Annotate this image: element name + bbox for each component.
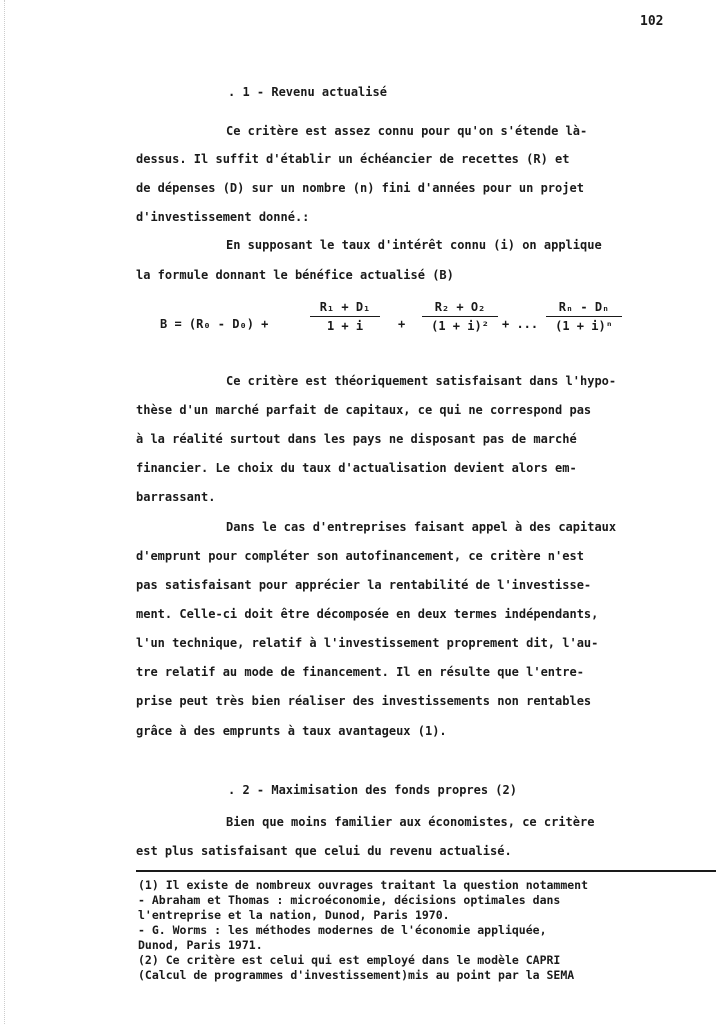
text-line: d'investissement donné.: [136, 210, 310, 224]
fraction-bar [546, 316, 622, 317]
footnote-line: - G. Worms : les méthodes modernes de l'économie appliquée, [138, 923, 547, 937]
page-number: 102 [640, 14, 664, 29]
text-line: tre relatif au mode de financement. Il en résulte que l'entre- [136, 665, 584, 679]
text-line: est plus satisfaisant que celui du revenu actualisé. [136, 844, 512, 858]
text-line: Ce critère est théoriquement satisfaisant dans l'hypo- [226, 374, 617, 388]
text-line: ment. Celle-ci doit être décomposée en deux termes indépendants, [136, 607, 599, 621]
text-line: Bien que moins familier aux économistes, ce critère [226, 815, 595, 829]
formula-fraction-1 [310, 300, 380, 333]
formula-lhs: B = (R₀ - D₀) + [160, 317, 269, 331]
text-line: à la réalité surtout dans les pays ne disposant pas de marché [136, 432, 577, 446]
text-line: prise peut très bien réaliser des investissements non rentables [136, 694, 592, 708]
text-line: la formule donnant le bénéfice actualisé (B) [136, 268, 454, 282]
fraction-numerator: Rₙ - Dₙ [558, 300, 610, 314]
footnote-line: Dunod, Paris 1971. [138, 938, 263, 952]
text-line: Ce critère est assez connu pour qu'on s'étende là- [226, 124, 588, 138]
footnote-line: - Abraham et Thomas : microéconomie, décisions optimales dans [138, 893, 561, 907]
text-line: barrassant. [136, 490, 216, 504]
text-line: dessus. Il suffit d'établir un échéancier de recettes (R) et [136, 152, 570, 166]
text-line: de dépenses (D) sur un nombre (n) fini d'années pour un projet [136, 181, 584, 195]
formula-fraction-2 [422, 300, 498, 333]
footnote-line: (1) Il existe de nombreux ouvrages traitant la question notamment [138, 878, 589, 892]
formula-ellipsis: + ... [502, 317, 539, 331]
fraction-numerator: R₂ + O₂ [434, 300, 486, 314]
fraction-denominator: 1 + i [326, 319, 364, 333]
section-2-heading: . 2 - Maximisation des fonds propres (2) [228, 783, 517, 797]
text-line: financier. Le choix du taux d'actualisation devient alors em- [136, 461, 577, 475]
text-line: grâce à des emprunts à taux avantageux (1). [136, 724, 447, 738]
text-line: Dans le cas d'entreprises faisant appel à des capitaux [226, 520, 617, 534]
footnote-line: (2) Ce critère est celui qui est employé dans le modèle CAPRI [138, 953, 561, 967]
text-line: l'un technique, relatif à l'investissement proprement dit, l'au- [136, 636, 599, 650]
section-1-heading: . 1 - Revenu actualisé [228, 85, 387, 99]
text-line: pas satisfaisant pour apprécier la rentabilité de l'investisse- [136, 578, 592, 592]
binding-edge-marks [4, 0, 19, 1024]
text-line: En supposant le taux d'intérêt connu (i) on applique [226, 238, 602, 252]
formula-plus: + [398, 317, 406, 331]
footnote-line: l'entreprise et la nation, Dunod, Paris 1970. [138, 908, 450, 922]
formula-fraction-n [546, 300, 622, 333]
fraction-numerator: R₁ + D₁ [319, 300, 371, 314]
fraction-bar [310, 316, 380, 317]
text-line: thèse d'un marché parfait de capitaux, ce qui ne correspond pas [136, 403, 592, 417]
text-line: d'emprunt pour compléter son autofinancement, ce critère n'est [136, 549, 584, 563]
footnote-separator [136, 870, 716, 872]
fraction-bar [422, 316, 498, 317]
fraction-denominator: (1 + i)² [431, 319, 489, 333]
footnote-line: (Calcul de programmes d'investissement)mis au point par la SEMA [138, 968, 575, 982]
fraction-denominator: (1 + i)ⁿ [555, 319, 613, 333]
discounted-profit-formula [160, 300, 680, 350]
